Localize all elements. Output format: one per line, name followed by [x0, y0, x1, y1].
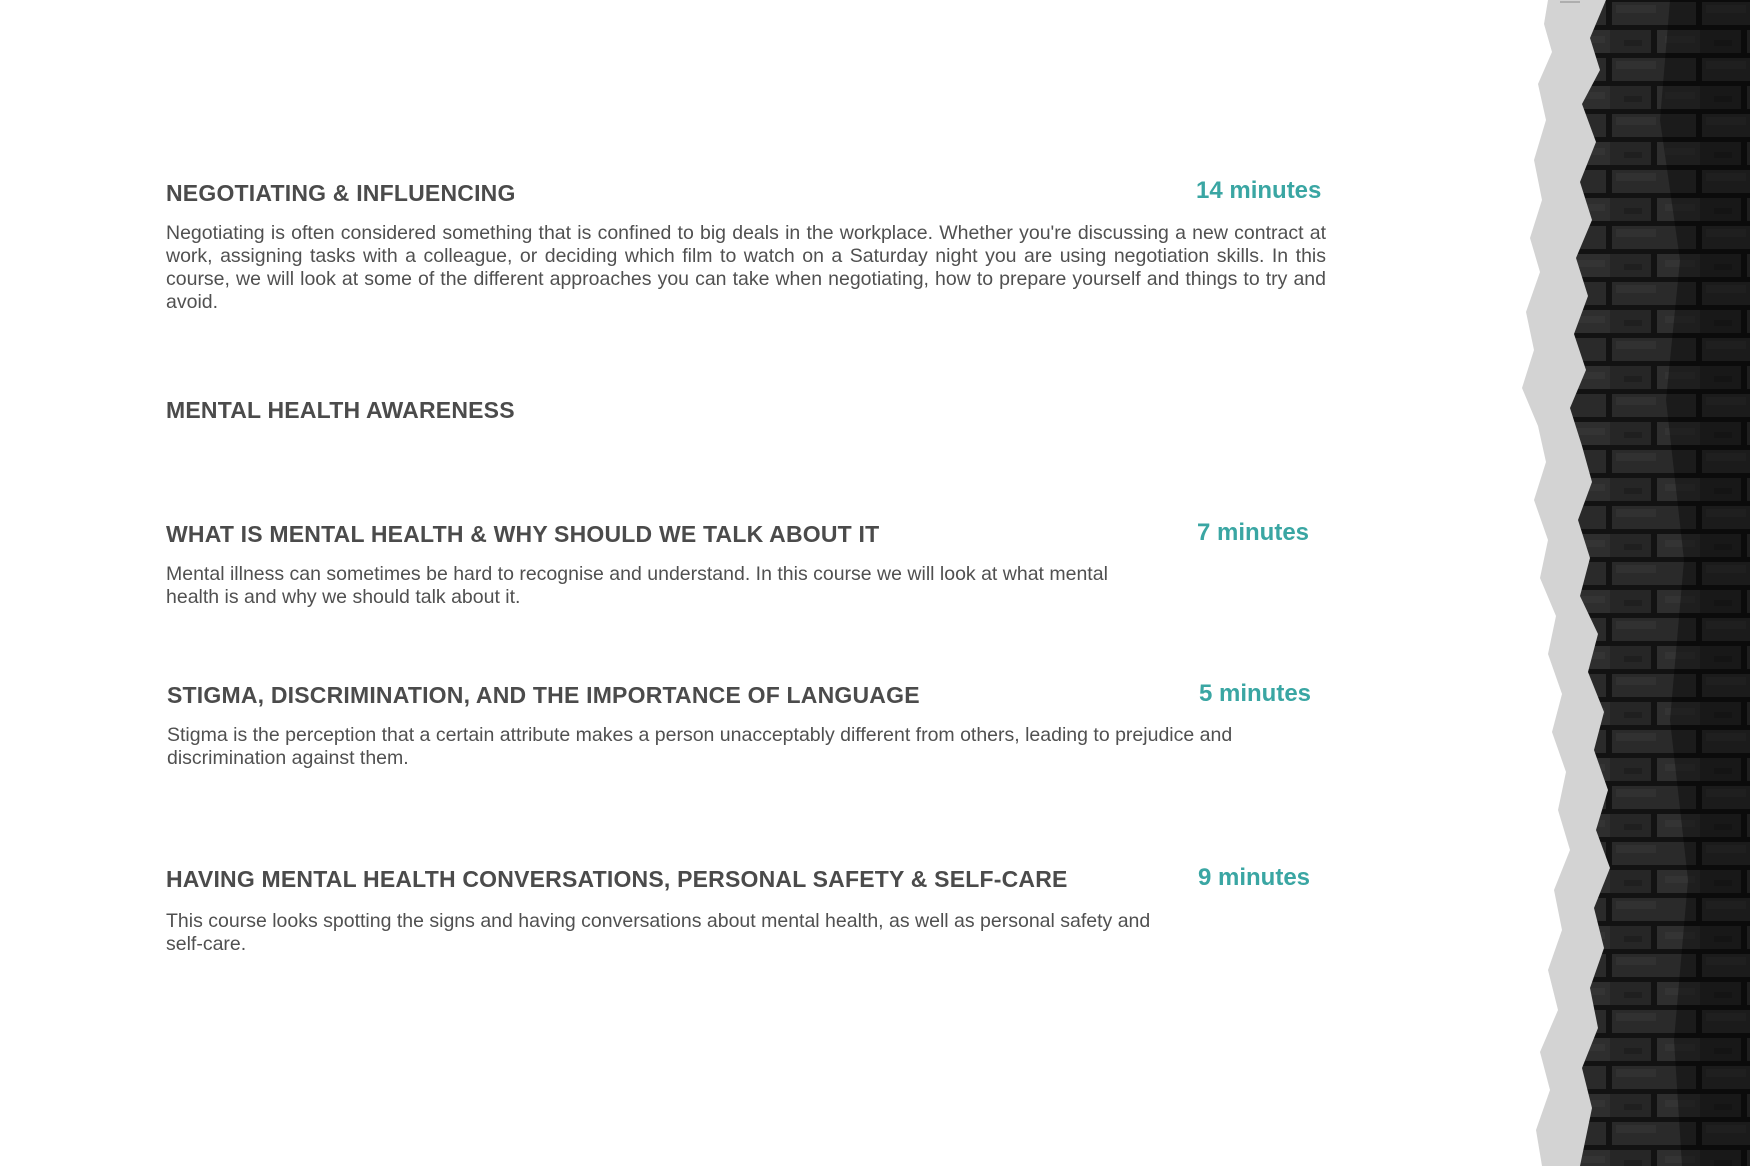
brick-wall-decoration — [1430, 0, 1750, 1166]
course-duration-negotiating: 14 minutes — [1196, 177, 1322, 204]
course-description-what-is-mental-health: Mental illness can sometimes be hard to recognise and understand. In this course we will look at what mental health is and why we should talk about it. — [166, 563, 1108, 608]
course-duration-what-is-mental-health: 7 minutes — [1197, 519, 1310, 546]
section-title-mental-health: MENTAL HEALTH AWARENESS — [166, 397, 515, 423]
course-description-conversations: This course looks spotting the signs and having conversations about mental health, as well as personal safety and self-care. — [166, 910, 1151, 955]
course-description-stigma: Stigma is the perception that a certain attribute makes a person unacceptably different from others, leading to prejudice and discrimination against them. — [167, 724, 1233, 769]
course-duration-stigma: 5 minutes — [1199, 680, 1312, 707]
course-description-negotiating: Negotiating is often considered something that is confined to big deals in the workplace. Whether you're discussing a new contract at work, assigning tasks with a colleague, or deciding which film to watch on a Saturday night you are using negotiation skills. In this course, we will look at some of the different approaches you can take when negotiating, how to prepare yourself and things to try and avoid. — [166, 222, 1326, 313]
course-title-negotiating: NEGOTIATING & INFLUENCING — [166, 180, 516, 206]
course-duration-conversations: 9 minutes — [1198, 864, 1311, 891]
course-title-what-is-mental-health: WHAT IS MENTAL HEALTH & WHY SHOULD WE TALK ABOUT IT — [166, 521, 880, 547]
course-title-conversations: HAVING MENTAL HEALTH CONVERSATIONS, PERSONAL SAFETY & SELF-CARE — [166, 866, 1068, 892]
course-title-stigma: STIGMA, DISCRIMINATION, AND THE IMPORTANCE OF LANGUAGE — [167, 682, 920, 708]
